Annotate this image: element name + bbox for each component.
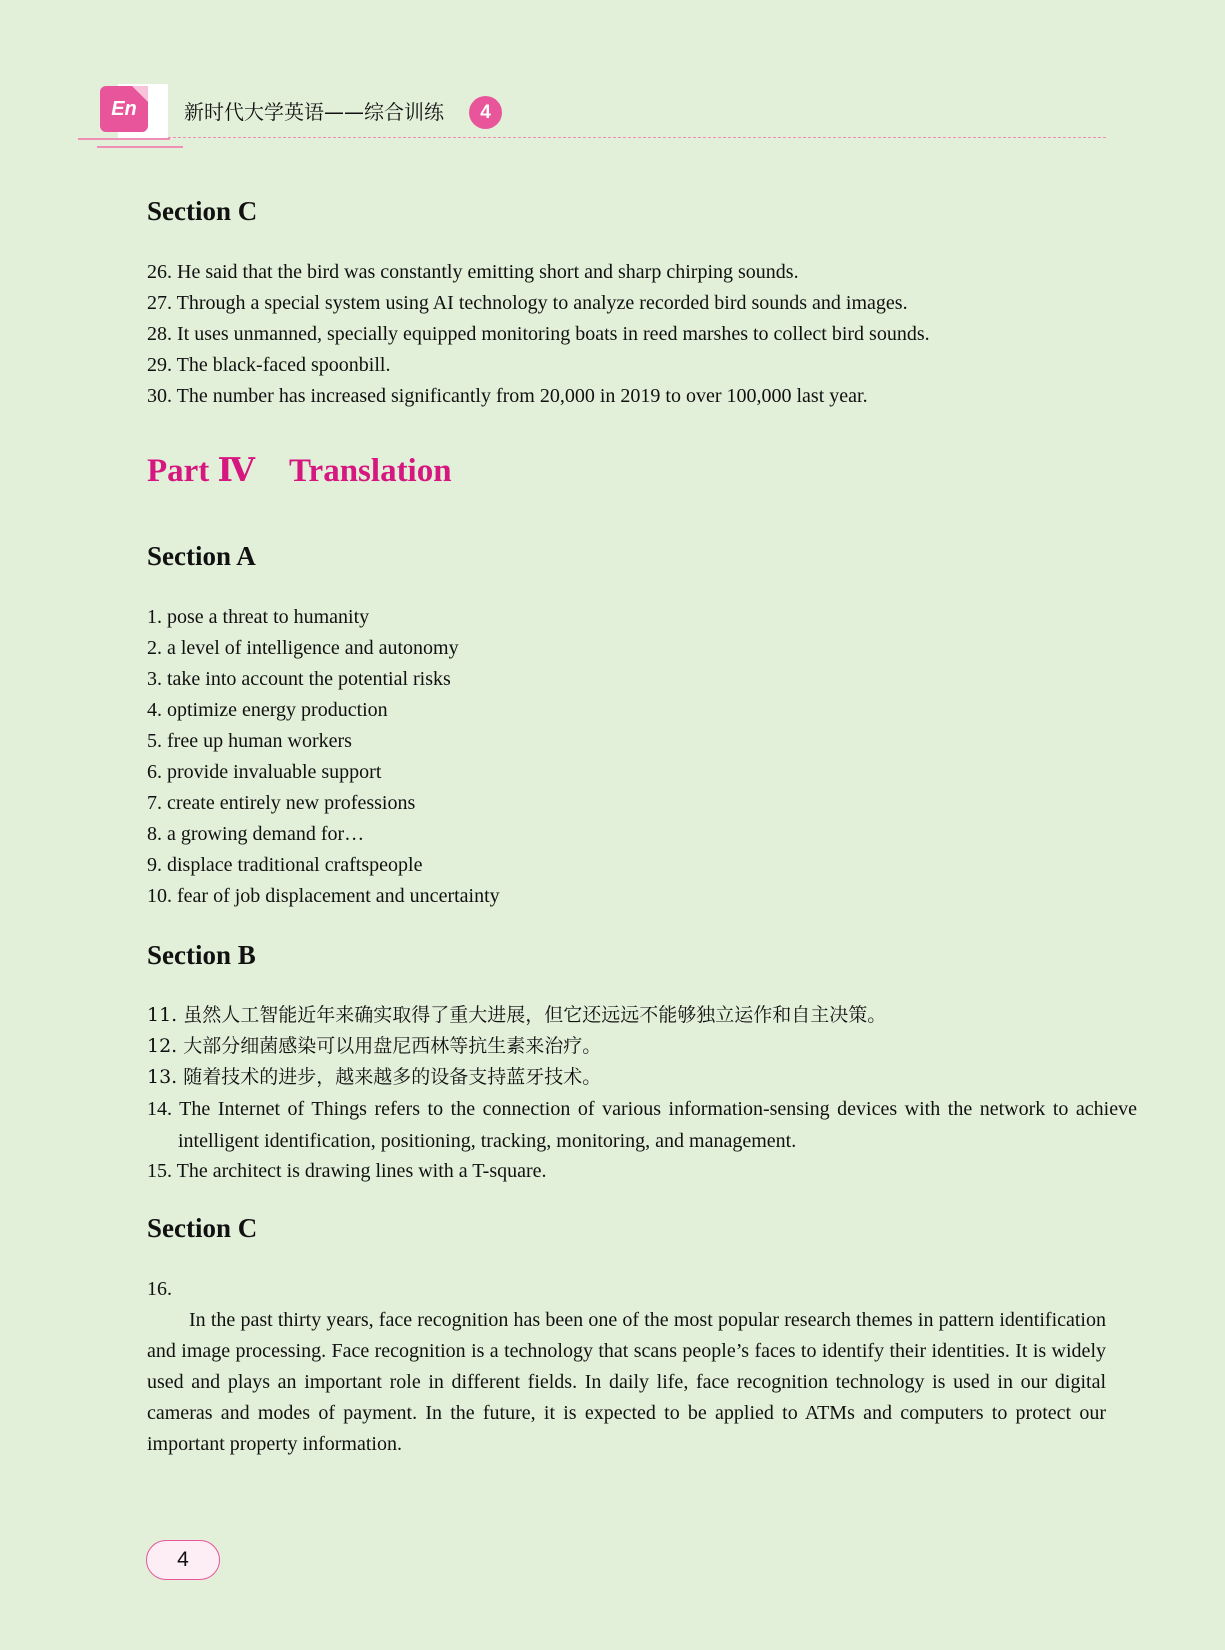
book-title: 新时代大学英语——综合训练: [184, 100, 444, 124]
list-item: 3. take into account the potential risks: [147, 668, 451, 690]
section-c-answer-list: [147, 257, 1106, 412]
list-item: 4. optimize energy production: [147, 699, 388, 721]
part-label: Part: [147, 453, 210, 489]
part-title: Translation: [289, 453, 452, 489]
header-dashed-divider: [168, 137, 1106, 138]
section-c-bottom-heading: Section C: [147, 1213, 258, 1243]
list-item: 28. It uses unmanned, specially equipped monitoring boats in reed marshes to collect bird sounds.: [147, 323, 930, 345]
volume-badge: 4: [469, 96, 502, 129]
header-accent-line-short: [97, 146, 183, 148]
section-c-heading: Section C: [147, 196, 258, 226]
logo-text: En: [111, 97, 137, 120]
section-b-item-15: 15. The architect is drawing lines with a T-square.: [147, 1160, 547, 1182]
page-number-badge: 4: [146, 1540, 220, 1580]
page-header: [0, 0, 1225, 160]
section-b-answer-list: [147, 1000, 1106, 1093]
translation-passage: In the past thirty years, face recognition has been one of the most popular research themes in pattern identification and image processing. Face recognition is a technology that scans people’s faces to identify their identities. It is widely used and plays an important role in different fields. In daily life, face recognition technology is used in our digital cameras and modes of payment. In the future, it is expected to be applied to ATMs and computers to protect our important property information.: [147, 1309, 1106, 1455]
list-item: 6. provide invaluable support: [147, 761, 382, 783]
list-item: 8. a growing demand for…: [147, 823, 365, 845]
list-item: 30. The number has increased significantly from 20,000 in 2019 to over 100,000 last year.: [147, 385, 868, 407]
list-item: 13. 随着技术的进步，越来越多的设备支持蓝牙技术。: [147, 1066, 602, 1088]
list-item: 26. He said that the bird was constantly emitting short and sharp chirping sounds.: [147, 261, 799, 283]
list-item: 2. a level of intelligence and autonomy: [147, 637, 459, 659]
part-heading: [147, 450, 452, 490]
list-item: 5. free up human workers: [147, 730, 352, 752]
passage-number: 16.: [147, 1278, 172, 1300]
section-a-answer-list: [147, 602, 1106, 912]
header-accent-line: [78, 138, 170, 140]
section-b-heading: Section B: [147, 940, 256, 970]
section-b-item-14: 14. The Internet of Things refers to the connection of various information-sensing devices with the network to achieve intelligent identification, positioning, tracking, monitoring, and management.: [147, 1098, 1137, 1152]
list-item: 11. 虽然人工智能近年来确实取得了重大进展，但它还远远不能够独立运作和自主决策。: [147, 1004, 887, 1026]
section-a-heading: Section A: [147, 541, 256, 571]
logo-fold-corner: [132, 86, 148, 102]
list-item: 10. fear of job displacement and uncertainty: [147, 885, 500, 907]
list-item: 27. Through a special system using AI technology to analyze recorded bird sounds and images.: [147, 292, 908, 314]
list-item: 29. The black-faced spoonbill.: [147, 354, 391, 376]
part-numeral: Ⅳ: [217, 453, 255, 489]
list-item: 9. displace traditional craftspeople: [147, 854, 423, 876]
list-item: 7. create entirely new professions: [147, 792, 416, 814]
list-item: 12. 大部分细菌感染可以用盘尼西林等抗生素来治疗。: [147, 1035, 602, 1057]
list-item: 1. pose a threat to humanity: [147, 606, 370, 628]
